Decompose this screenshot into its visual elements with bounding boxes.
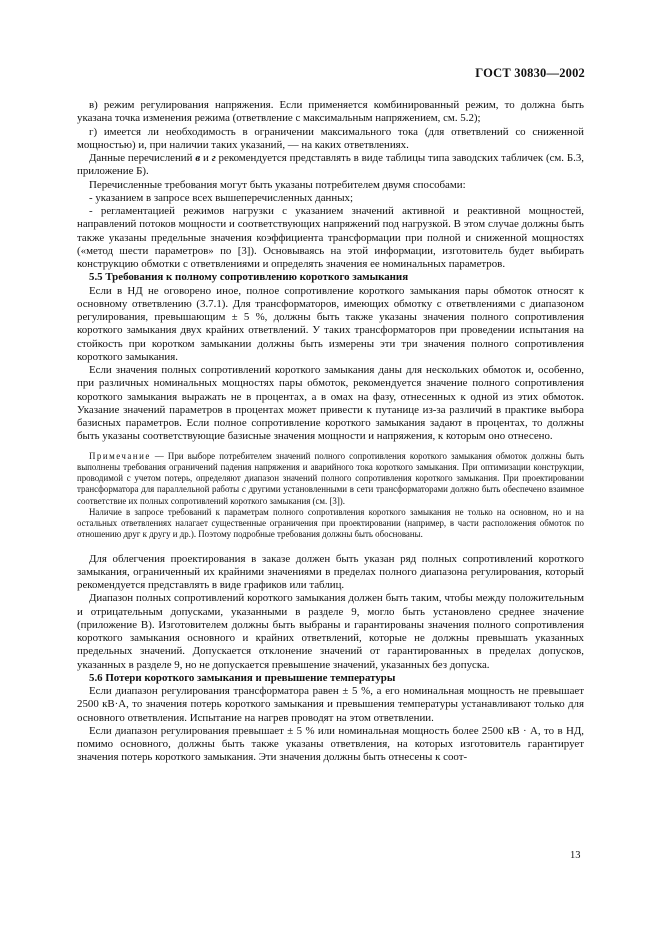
paragraph-text: рекомендуется представлять в виде таблицы типа заводских табличек (см. Б.3, приложение Б). bbox=[77, 152, 584, 178]
paragraph: Для облегчения проектирования в заказе должен быть указан ряд полных сопротивлений короткого замыкания, ограниченный их крайними значениями в пределах полного диапазона регулирования, который рекомендуется представлять в виде графиков или таблиц. bbox=[77, 552, 584, 591]
paragraph: Если в НД не оговорено иное, полное сопротивление короткого замыкания пары обмоток относят к основному ответвлению (3.7.1). Для трансформаторов, имеющих обмотку с ответвлениями с диапазоном регулирования, превышающим ± 5 %, должны быть также указаны значения полного сопротивления короткого замыкания двух крайних ответвлений. У таких трансформаторов при проведении испытания на стойкость при коротком замыкании должны быть измерены эти три значения полного сопротивления короткого замыкания. bbox=[77, 284, 584, 363]
document-header: ГОСТ 30830—2002 bbox=[475, 66, 585, 80]
document-body bbox=[77, 99, 584, 765]
paragraph: Перечисленные требования могут быть указаны потребителем двумя способами: bbox=[89, 178, 466, 191]
note-paragraph: Наличие в запросе требований к параметрам полного сопротивления короткого замыкания не только на основном, но и на остальных ответвлениях налагает существенные ограничения при проектировании (например, в части расположения обмоток по отношению друг к другу и др.). Поэтому подробные требования должны быть обоснованы. bbox=[77, 506, 584, 540]
section-heading-5-6: 5.6 Потери короткого замыкания и превышение температуры bbox=[89, 671, 396, 684]
paragraph bbox=[77, 152, 584, 179]
paragraph: Если значения полных сопротивлений короткого замыкания даны для нескольких обмоток и, особенно, при различных номинальных мощностях пары обмоток, рекомендуется значение полного сопротивления короткого замыкания выражать не в процентах, а в омах на фазу, отнесенных к одной из этих обмоток. Указание значений параметров в процентах может привести к путанице из-за различий в практике выбора базисных параметров. Если полное сопротивление короткого замыкания задают в процентах, то должны быть указаны соответствующие базисные значения мощности и напряжения, к которым оно отнесено. bbox=[77, 364, 584, 443]
note-block bbox=[77, 451, 584, 541]
paragraph: Если диапазон регулирования превышает ± 5 % или номинальная мощность более 2500 кВ · А, то в НД, помимо основного, должны быть также указаны ответвления, на которых изготовитель гарантирует значения потерь короткого замыкания. Эти значения должны быть отнесены к соот- bbox=[77, 724, 584, 764]
paragraph: г) имеется ли необходимость в ограничении максимального тока (для ответвлений со сниженной мощностью) и, при наличии таких указаний, — на каких ответвлениях. bbox=[77, 125, 584, 151]
enum-letter-v: в bbox=[195, 152, 201, 164]
list-item: - указанием в запросе всех вышеперечисленных данных; bbox=[89, 191, 353, 204]
note-paragraph bbox=[77, 451, 584, 507]
section-heading-5-5: 5.5 Требования к полному сопротивлению короткого замыкания bbox=[89, 271, 409, 284]
enum-letter-g: г bbox=[211, 152, 216, 164]
paragraph-text: и bbox=[200, 152, 212, 164]
paragraph: Диапазон полных сопротивлений короткого замыкания должен быть таким, чтобы между положительным и отрицательным допусками, указанными в разделе 9, могло быть установлено среднее значение (приложение В). Изготовителем должны быть выбраны и гарантированы значения полного сопротивления короткого замыкания основного и крайних ответвлений, которые не должны превышать указанных предельных значений. Допускается отклонение значений от гарантированных в пределах допусков, указанных в разделе 9, но не допускается превышение значений, указанных без допуска. bbox=[77, 592, 584, 671]
paragraph-text: Данные перечислений bbox=[89, 152, 196, 164]
paragraph: Если диапазон регулирования трансформатора равен ± 5 %, а его номинальная мощность не превышает 2500 кВ·А, то значения потерь короткого замыкания и превышения температуры устанавливают только для основного ответвления. Испытание на нагрев проводят на этом ответвлении. bbox=[77, 685, 584, 724]
note-text: — При выборе потребителем значений полного сопротивления короткого замыкания обмоток должны быть выполнены требования ограничений падения напряжения и аварийного тока короткого замыкания. При оптимизации конструкции, проводимой с учетом потерь, определяют диапазон значений полного сопротивления короткого замыкания. При проектировании трансформатора для параллельной работы с другими установленными в сети трансформаторами должно быть обеспечено взаимное соответствие их полных сопротивлений короткого замыкания (см. [3]). bbox=[77, 450, 584, 506]
note-label: Примечание bbox=[89, 450, 151, 461]
paragraph: в) режим регулирования напряжения. Если применяется комбинированный режим, то должна быть указана точка изменения режима (ответвление с максимальным напряжением, см. 5.2); bbox=[77, 99, 584, 125]
page-number: 13 bbox=[570, 850, 581, 861]
list-item: - регламентацией режимов нагрузки с указанием значений активной и реактивной мощностей, направлений потоков мощности и соответствующих напряжений под нагрузкой. В этом случае должны быть также указаны предельные значения коэффициента трансформации при полной и сниженной мощностях («метод шести параметров» по [3]). Основываясь на этой информации, изготовитель будет выбирать конструкцию обмотки с ответвлениями и определять значения ее номинальных параметров. bbox=[77, 205, 584, 270]
